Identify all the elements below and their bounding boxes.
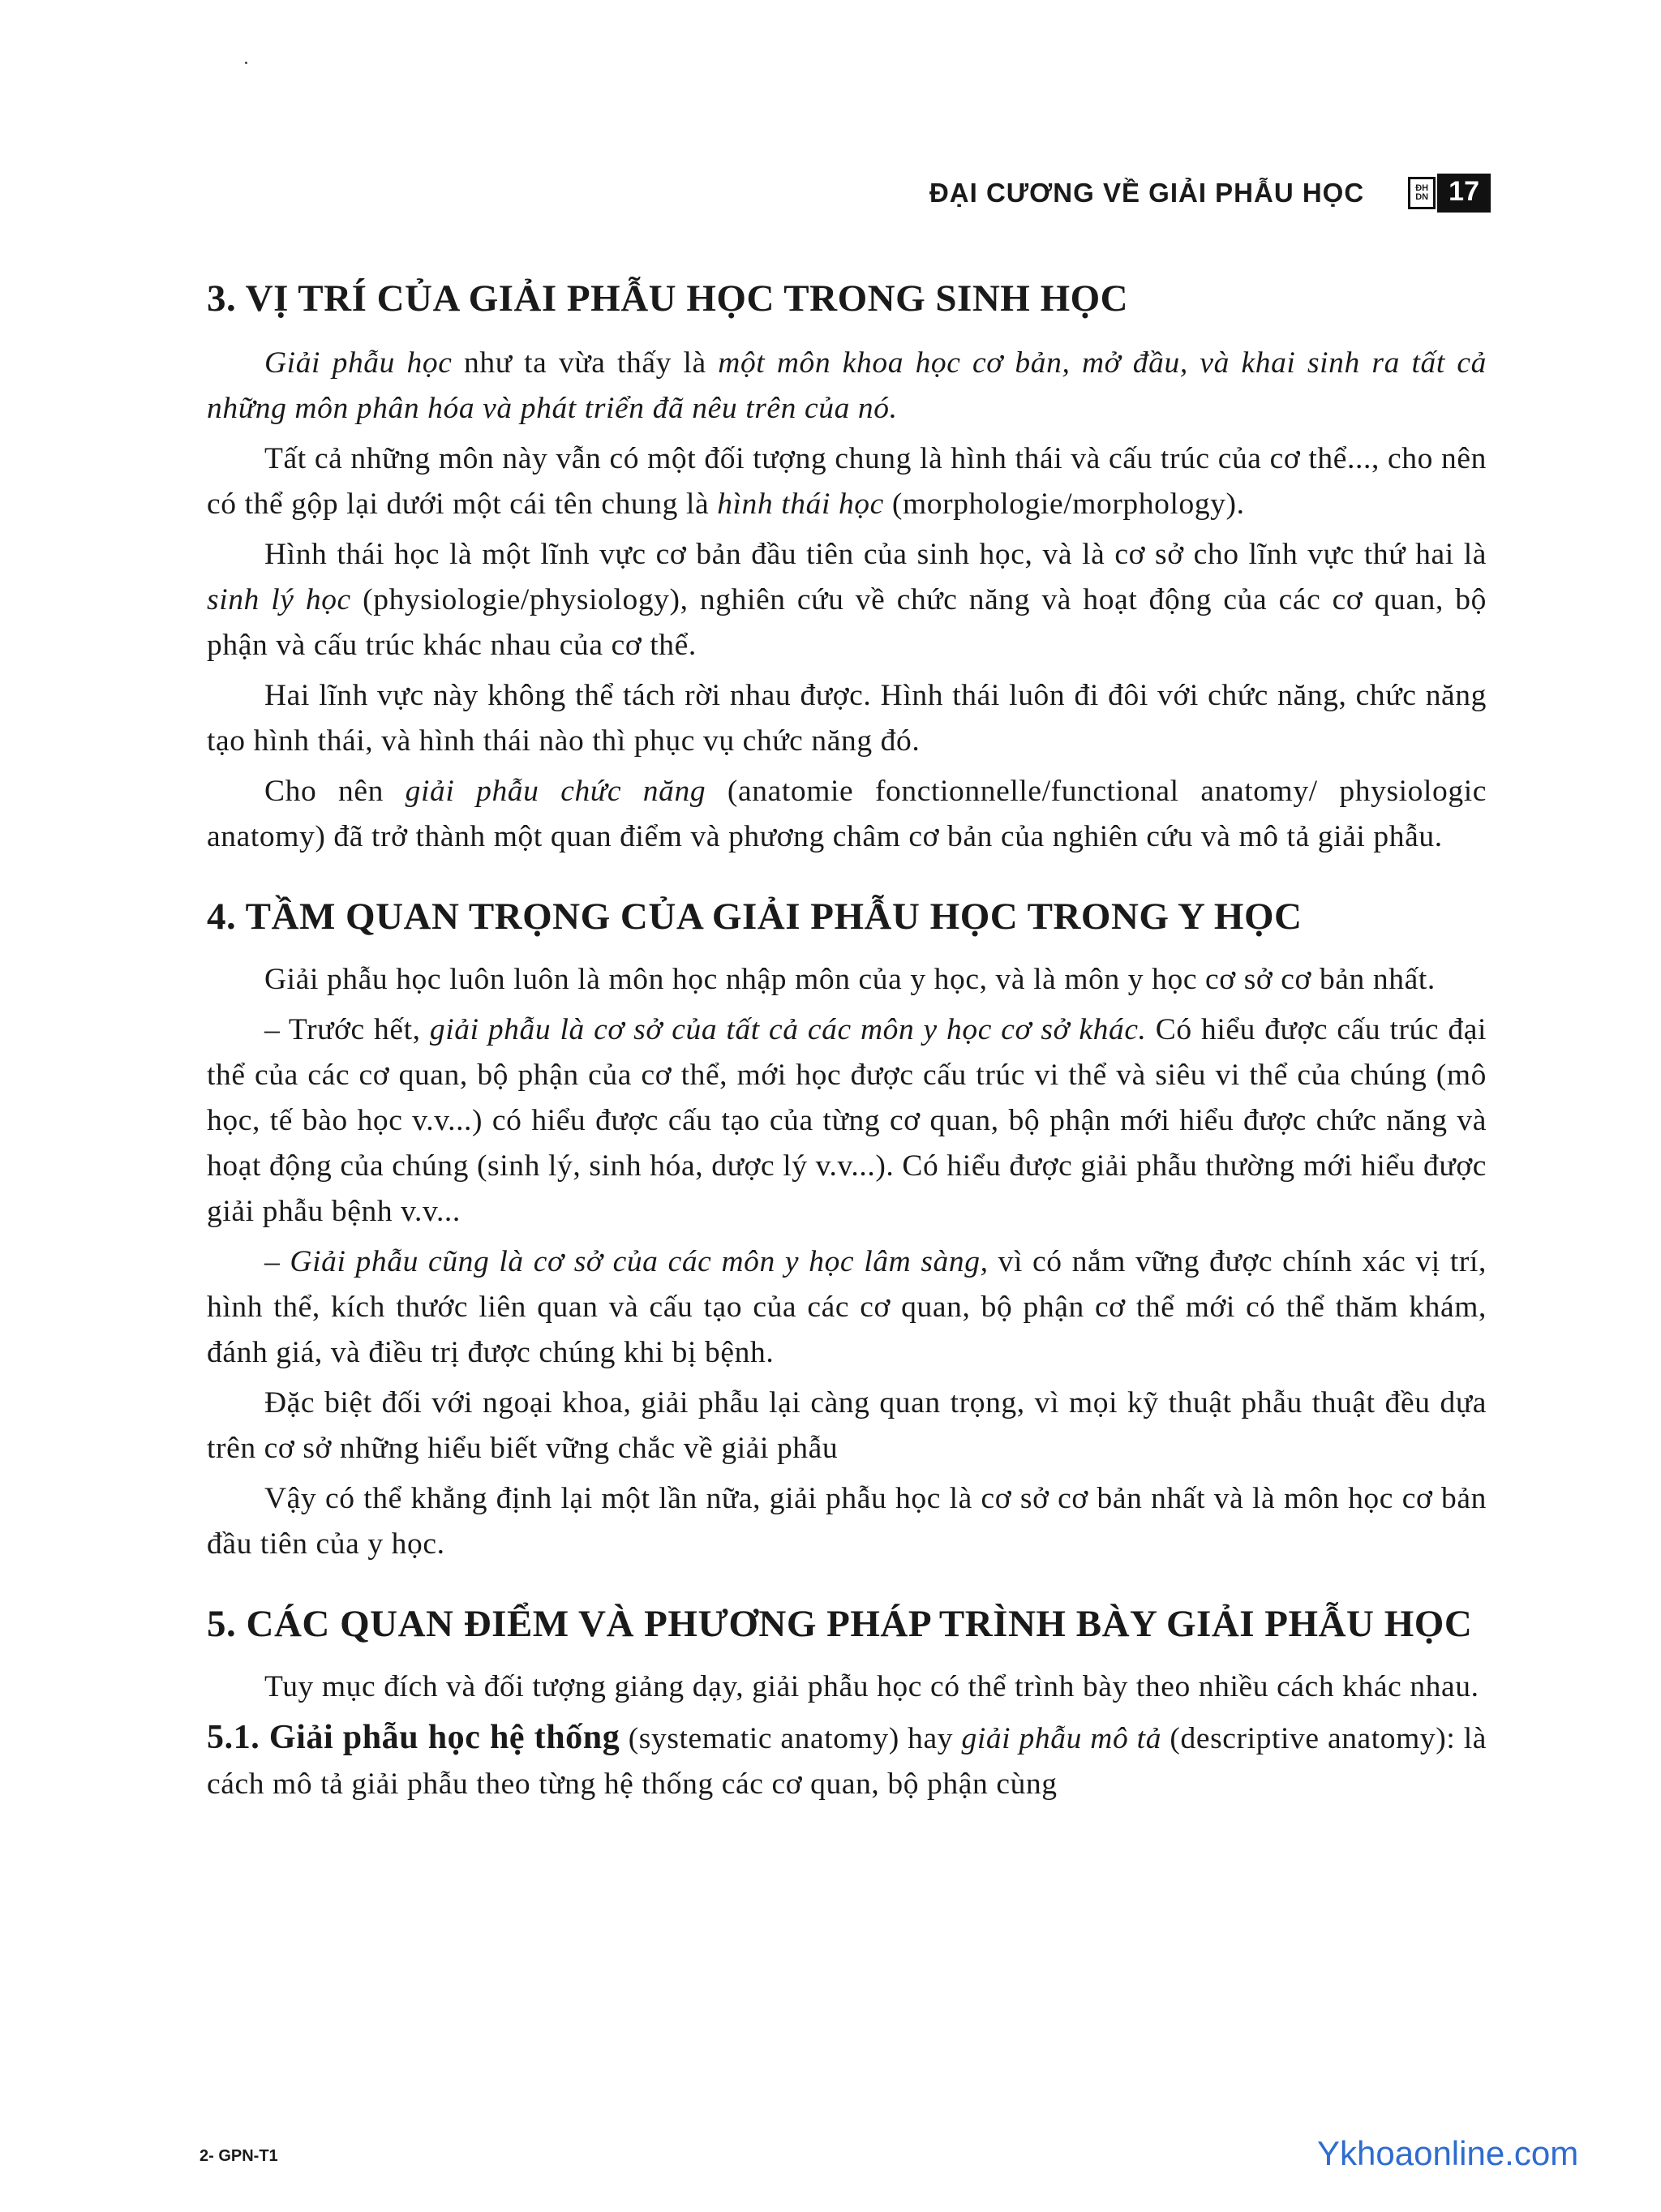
page-number: 17	[1437, 174, 1491, 213]
paragraph: Giải phẫu học như ta vừa thấy là một môn khoa học cơ bản, mở đầu, và khai sinh ra tất cả những môn phân hóa và phát triển đã nêu trên của nó.	[207, 346, 1487, 425]
paragraph: Vậy có thể khẳng định lại một lần nữa, giải phẫu học là cơ sở cơ bản nhất và là môn học cơ bản đầu tiên của y học.	[207, 1482, 1487, 1561]
scan-speck	[245, 62, 247, 64]
paragraph: Đặc biệt đối với ngoại khoa, giải phẫu lại càng quan trọng, vì mọi kỹ thuật phẫu thuật đều dựa trên cơ sở những hiểu biết vững chắc về giải phẫu	[207, 1386, 1487, 1465]
section-heading-5: 5. CÁC QUAN ĐIỂM VÀ PHƯƠNG PHÁP TRÌNH BÀY GIẢI PHẪU HỌC	[207, 1603, 1473, 1645]
paragraph: – Trước hết, giải phẫu là cơ sở của tất cả các môn y học cơ sở khác. Có hiểu được cấu trúc đại thể của các cơ quan, bộ phận của cơ thể, mới học được cấu trúc vi thể và siêu vi thể của chúng (mô học, tế bào học v.v...) có hiểu được cấu tạo của từng cơ quan, bộ phận mới hiểu được chức năng và hoạt động của chúng (sinh lý, sinh hóa, dược lý v.v...). Có hiểu được giải phẫu thường mới hiểu được giải phẫu bệnh v.v...	[207, 1013, 1487, 1228]
section-heading-3: 3. VỊ TRÍ CỦA GIẢI PHẪU HỌC TRONG SINH HỌC	[207, 277, 1129, 320]
running-header	[929, 174, 1491, 213]
footer-code: 2- GPN-T1	[200, 2147, 278, 2165]
subsection-5-1: 5.1. Giải phẫu học hệ thống (systematic anatomy) hay giải phẫu mô tả (descriptive anatomy): là cách mô tả giải phẫu theo từng hệ thống các cơ quan, bộ phận cùng	[207, 1719, 1487, 1801]
paragraph: Hình thái học là một lĩnh vực cơ bản đầu tiên của sinh học, và là cơ sở cho lĩnh vực thứ hai là sinh lý học (physiologie/physiology), nghiên cứu về chức năng và hoạt động của các cơ quan, bộ phận và cấu trúc khác nhau của cơ thể.	[207, 538, 1487, 662]
paragraph: Cho nên giải phẫu chức năng (anatomie fonctionnelle/functional anatomy/ physiologic anatomy) đã trở thành một quan điểm và phương châm cơ bản của nghiên cứu và mô tả giải phẫu.	[207, 775, 1487, 853]
paragraph: – Giải phẫu cũng là cơ sở của các môn y học lâm sàng, vì có nắm vững được chính xác vị trí, hình thể, kích thước liên quan và cấu tạo của các cơ quan, bộ phận cơ thể mới có thể thăm khám, đánh giá, và điều trị được chúng khi bị bệnh.	[207, 1245, 1487, 1369]
watermark: Ykhoaonline.com	[1317, 2134, 1579, 2172]
page-body	[207, 266, 1487, 1812]
publisher-logo-icon: ĐH DN	[1408, 177, 1436, 209]
paragraph: Tất cả những môn này vẫn có một đối tượng chung là hình thái và cấu trúc của cơ thể..., cho nên có thể gộp lại dưới một cái tên chung là hình thái học (morphologie/morphology).	[207, 442, 1487, 521]
section-heading-4: 4. TẦM QUAN TRỌNG CỦA GIẢI PHẪU HỌC TRONG Y HỌC	[207, 896, 1303, 938]
running-title: ĐẠI CƯƠNG VỀ GIẢI PHẪU HỌC	[929, 178, 1365, 208]
paragraph: Tuy mục đích và đối tượng giảng dạy, giải phẫu học có thể trình bày theo nhiều cách khác nhau.	[264, 1670, 1479, 1703]
paragraph: Hai lĩnh vực này không thể tách rời nhau được. Hình thái luôn đi đôi với chức năng, chức năng tạo hình thái, và hình thái nào thì phục vụ chức năng đó.	[207, 679, 1487, 758]
paragraph: Giải phẫu học luôn luôn là môn học nhập môn của y học, và là môn y học cơ sở cơ bản nhất.	[264, 963, 1436, 996]
